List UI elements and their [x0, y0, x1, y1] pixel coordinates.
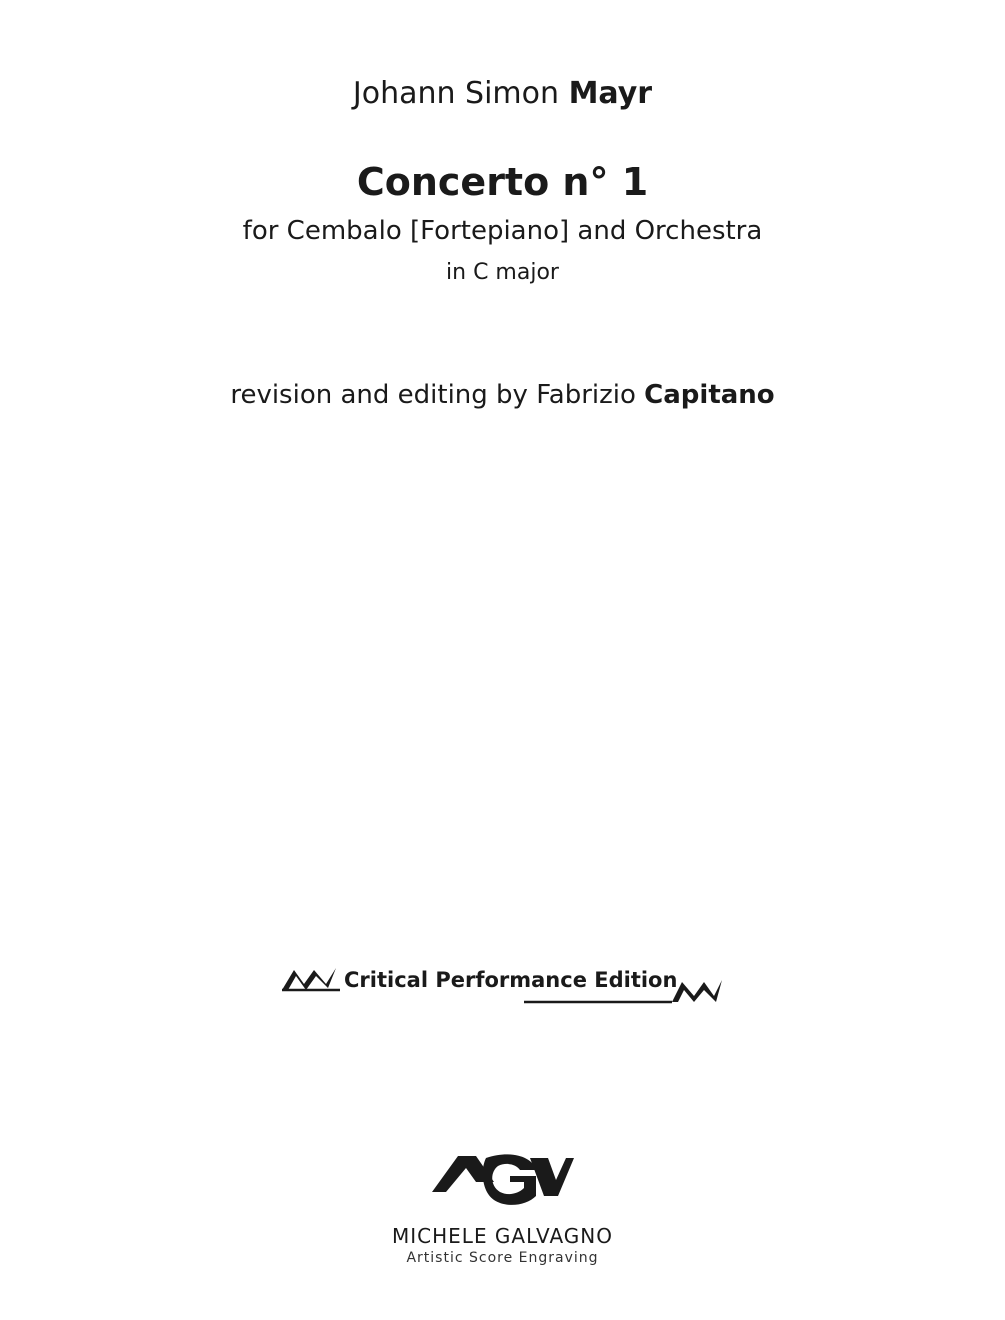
composer-given-names: Johann Simon: [352, 76, 560, 111]
publisher-tagline: Artistic Score Engraving: [406, 1250, 599, 1266]
composer-name: [0, 76, 1005, 111]
mg-monogram-logo-icon: [432, 1152, 574, 1212]
work-key: in C major: [446, 260, 559, 285]
edition-banner: [280, 962, 725, 1012]
editor-surname: Capitano: [644, 380, 775, 410]
edition-label: Critical Performance Edition: [344, 968, 678, 992]
publisher-name: MICHELE GALVAGNO: [392, 1224, 613, 1248]
work-title: Concerto n° 1: [356, 160, 649, 204]
editor-credit: [0, 380, 1005, 410]
work-subtitle: for Cembalo [Fortepiano] and Orchestra: [242, 216, 763, 246]
editor-prefix: revision and editing by Fabrizio: [230, 380, 636, 410]
zigzag-mark-icon: [282, 968, 336, 990]
composer-surname: Mayr: [568, 76, 653, 111]
zigzag-mark-icon: [672, 980, 722, 1002]
